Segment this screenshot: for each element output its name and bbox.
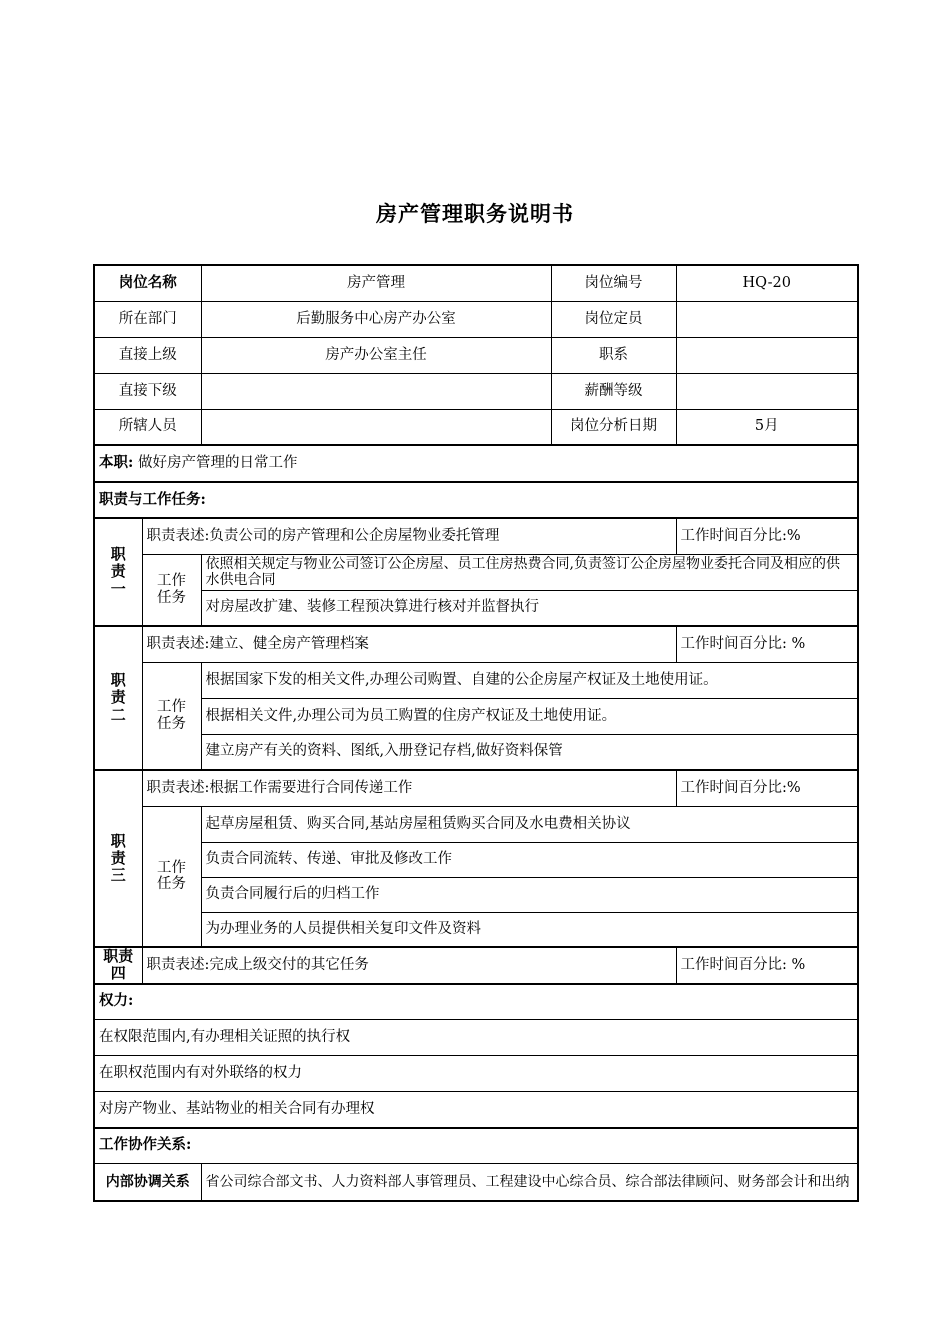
info-row [94,337,858,373]
power-row [94,1092,858,1128]
task-row [94,806,858,842]
task-row [94,698,858,734]
task-item: 起草房屋租赁、购买合同,基站房屋租赁购买合同及水电费相关协议 [201,806,858,842]
info-value [201,373,551,409]
responsibility-description: 职责表述:完成上级交付的其它任务 [142,947,676,984]
task-item: 对房屋改扩建、装修工程预决算进行核对并监督执行 [201,590,858,626]
section-header-row [94,984,858,1020]
duty-cell [94,445,858,482]
relations-header: 工作协作关系: [94,1128,858,1164]
responsibility-description: 职责表述:建立、健全房产管理档案 [142,626,676,662]
time-percentage: 工作时间百分比: % [676,626,858,662]
responsibility-description: 职责表述:根据工作需要进行合同传递工作 [142,770,676,806]
power-item: 在职权范围内有对外联络的权力 [94,1056,858,1092]
info-label: 所辖人员 [94,409,201,445]
task-item: 为办理业务的人员提供相关复印文件及资料 [201,912,858,947]
info-label: 薪酬等级 [551,373,676,409]
power-row [94,1056,858,1092]
info-label: 岗位分析日期 [551,409,676,445]
time-percentage: 工作时间百分比:% [676,770,858,806]
task-label: 工作任务 [142,554,201,626]
task-item: 负责合同履行后的归档工作 [201,877,858,912]
responsibility-row [94,770,858,806]
task-item: 根据相关文件,办理公司为员工购置的住房产权证及土地使用证。 [201,698,858,734]
task-item: 建立房产有关的资料、图纸,入册登记存档,做好资料保管 [201,734,858,770]
info-row [94,265,858,301]
power-item: 在权限范围内,有办理相关证照的执行权 [94,1020,858,1056]
info-label: 岗位定员 [551,301,676,337]
responsibility-label: 职责四 [94,947,142,984]
info-value [676,373,858,409]
internal-relations-label: 内部协调关系 [94,1164,201,1201]
info-label: 直接下级 [94,373,201,409]
task-label: 工作任务 [142,662,201,770]
task-item: 负责合同流转、传递、审批及修改工作 [201,842,858,877]
info-label: 岗位名称 [94,265,201,301]
job-description-table [93,264,859,1202]
info-row [94,301,858,337]
section-header-row [94,1128,858,1164]
info-row [94,409,858,445]
info-value [201,409,551,445]
responsibility-row [94,626,858,662]
task-row [94,554,858,590]
page-title: 房产管理职务说明书 [376,201,574,226]
internal-relations-text: 省公司综合部文书、人力资料部人事管理员、工程建设中心综合员、综合部法律顾问、财务部会计和出纳 [201,1164,858,1201]
task-row [94,842,858,877]
info-value [676,301,858,337]
responsibility-description: 职责表述:负责公司的房产管理和公企房屋物业委托管理 [142,518,676,554]
task-item: 依照相关规定与物业公司签订公企房屋、员工住房热费合同,负责签订公企房屋物业委托合同及相应的供水供电合同 [201,554,858,590]
info-label: 所在部门 [94,301,201,337]
responsibility-row [94,947,858,984]
section-header-row [94,482,858,518]
responsibility-label: 职责三 [94,770,142,947]
task-row [94,590,858,626]
task-row [94,734,858,770]
info-value: 5月 [676,409,858,445]
power-header: 权力: [94,984,858,1020]
info-value [676,337,858,373]
duty-text: 做好房产管理的日常工作 [137,455,298,472]
task-row [94,662,858,698]
info-value: 后勤服务中心房产办公室 [201,301,551,337]
responsibility-label: 职责一 [94,518,142,626]
task-label: 工作任务 [142,806,201,947]
info-label: 职系 [551,337,676,373]
info-label: 直接上级 [94,337,201,373]
info-row [94,373,858,409]
info-value: 房产管理 [201,265,551,301]
responsibility-row [94,518,858,554]
info-value: 房产办公室主任 [201,337,551,373]
info-label: 岗位编号 [551,265,676,301]
task-row [94,912,858,947]
power-item: 对房产物业、基站物业的相关合同有办理权 [94,1092,858,1128]
time-percentage: 工作时间百分比:% [676,518,858,554]
duty-row [94,445,858,482]
task-row [94,877,858,912]
duty-label: 本职: [99,454,134,472]
info-value: HQ-20 [676,265,858,301]
task-item: 根据国家下发的相关文件,办理公司购置、自建的公企房屋产权证及土地使用证。 [201,662,858,698]
time-percentage: 工作时间百分比: % [676,947,858,984]
relations-row [94,1164,858,1201]
responsibilities-header: 职责与工作任务: [94,482,858,518]
responsibility-label: 职责二 [94,626,142,770]
power-row [94,1020,858,1056]
